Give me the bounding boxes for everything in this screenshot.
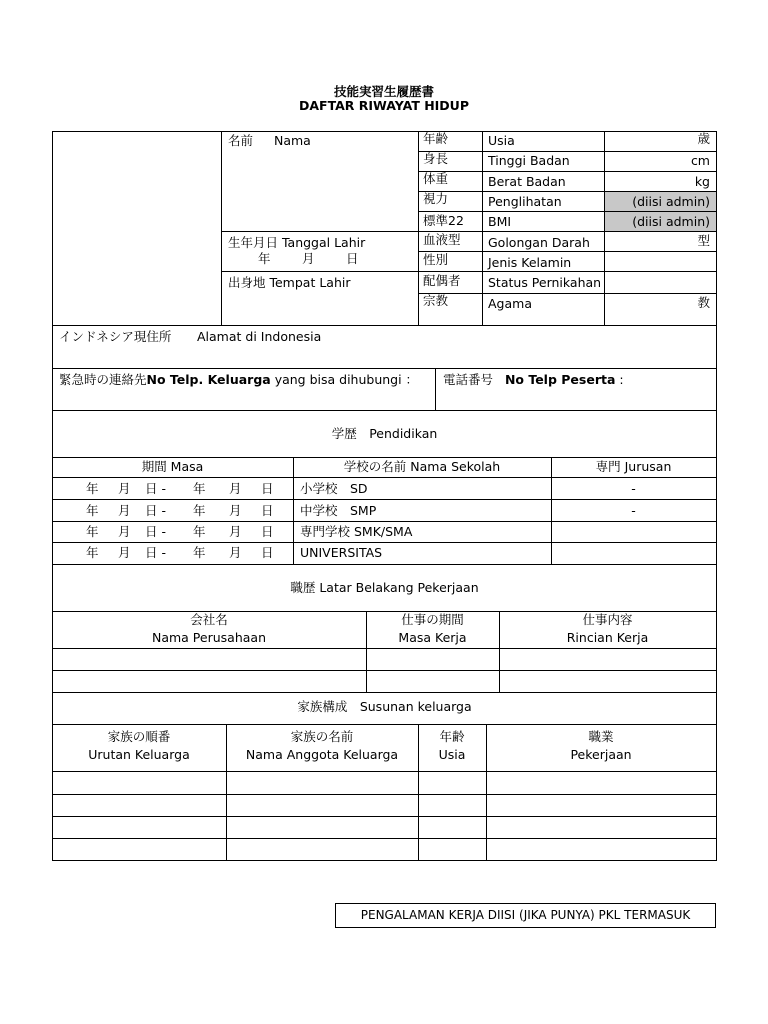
education-row	[0, 503, 768, 519]
period-end-year: 年	[193, 481, 206, 496]
family-col-job-id: Pekerjaan	[570, 747, 632, 762]
weight-label-id: Berat Badan	[488, 174, 566, 189]
period-start-day: 日 -	[145, 503, 166, 518]
phone-label-jp: 電話番号	[443, 372, 494, 387]
family-col-order-jp: 家族の順番	[107, 729, 171, 744]
period-end-day: 日	[261, 524, 274, 539]
address-label-jp: インドネシア現住所	[59, 329, 172, 344]
period-start-year: 年	[86, 503, 99, 518]
family-col-age-id: Usia	[438, 747, 466, 762]
work-col-details-jp: 仕事内容	[582, 612, 633, 627]
blood-unit: 型	[697, 233, 710, 248]
school-name: 専門学校 SMK/SMA	[300, 524, 413, 539]
religion-label-jp: 宗教	[423, 293, 449, 308]
photo-area[interactable]	[53, 132, 221, 325]
weight-unit: kg	[694, 174, 710, 189]
note-text: PENGALAMAN KERJA DIISI (JIKA PUNYA) PKL TERMASUK	[360, 908, 691, 922]
name-label-id: Nama	[274, 133, 311, 148]
period-start-month: 月	[118, 503, 131, 518]
period-start-month: 月	[118, 545, 131, 560]
dob-label: 生年月日 Tanggal Lahir	[228, 235, 366, 250]
period-start-day: 日 -	[145, 481, 166, 496]
work-row[interactable]	[53, 649, 716, 669]
bmi-admin-note: (diisi admin)	[632, 214, 710, 229]
family-heading: 家族構成 Susunan keluarga	[297, 699, 472, 714]
period-start-day: 日 -	[145, 545, 166, 560]
vision-label-id: Penglihatan	[488, 194, 562, 209]
period-start-year: 年	[86, 481, 99, 496]
name-label-jp: 名前	[228, 133, 254, 148]
education-heading: 学歴 Pendidikan	[331, 426, 438, 441]
vision-label-jp: 視力	[423, 191, 449, 206]
family-contact-bold: No Telp. Keluarga	[146, 372, 271, 387]
work-col-details-id: Rincian Kerja	[566, 630, 649, 645]
dob-month-unit: 月	[302, 251, 315, 266]
weight-label-jp: 体重	[423, 171, 449, 186]
gender-label-jp: 性別	[423, 252, 449, 267]
period-end-day: 日	[261, 503, 274, 518]
period-end-day: 日	[261, 545, 274, 560]
family-col-name-jp: 家族の名前	[290, 729, 354, 744]
religion-unit: 教	[697, 295, 710, 310]
period-end-year: 年	[193, 503, 206, 518]
work-col-company-id: Nama Perusahaan	[151, 630, 266, 645]
period-start-year: 年	[86, 524, 99, 539]
phone-colon: :	[619, 372, 624, 387]
education-col-school: 学校の名前 Nama Sekolah	[343, 459, 501, 474]
school-name: 小学校 SD	[300, 481, 368, 496]
education-row	[0, 481, 768, 497]
period-start-year: 年	[86, 545, 99, 560]
education-col-period: 期間 Masa	[141, 459, 204, 474]
address-label-id: Alamat di Indonesia	[197, 329, 322, 344]
age-unit: 歳	[697, 131, 710, 146]
period-end-year: 年	[193, 524, 206, 539]
dob-year-unit: 年	[258, 251, 271, 266]
education-col-major: 専門 Jurusan	[595, 459, 672, 474]
education-row	[0, 524, 768, 540]
family-contact-rest: yang bisa dihubungi ：	[274, 372, 419, 387]
family-row[interactable]	[53, 795, 716, 815]
family-contact-label	[59, 372, 418, 387]
pob-label: 出身地 Tempat Lahir	[228, 275, 351, 290]
religion-label-id: Agama	[488, 296, 532, 311]
school-name: 中学校 SMP	[300, 503, 377, 518]
bmi-label-id: BMI	[488, 214, 512, 229]
height-label-id: Tinggi Badan	[488, 153, 570, 168]
marital-label-jp: 配偶者	[423, 273, 461, 288]
phone-label	[443, 372, 624, 387]
period-start-month: 月	[118, 524, 131, 539]
period-end-month: 月	[229, 545, 242, 560]
marital-label-id: Status Pernikahan	[488, 275, 602, 290]
period-start-month: 月	[118, 481, 131, 496]
major: -	[631, 481, 636, 496]
work-col-period-id: Masa Kerja	[398, 630, 467, 645]
period-start-day: 日 -	[145, 524, 166, 539]
family-row[interactable]	[53, 839, 716, 860]
age-label-jp: 年齢	[423, 131, 449, 146]
family-row[interactable]	[53, 817, 716, 837]
work-heading: 職歴 Latar Belakang Pekerjaan	[290, 580, 479, 595]
education-row	[0, 545, 768, 561]
bmi-label-jp: 標準22	[423, 213, 464, 228]
work-col-period-jp: 仕事の期間	[401, 612, 464, 627]
family-col-name-id: Nama Anggota Keluarga	[245, 747, 399, 762]
title-japanese: 技能実習生履歴書	[333, 84, 434, 99]
period-end-day: 日	[261, 481, 274, 496]
gender-label-id: Jenis Kelamin	[488, 255, 572, 270]
dob-day-unit: 日	[346, 251, 359, 266]
age-label-id: Usia	[488, 133, 515, 148]
family-col-age-jp: 年齢	[439, 729, 465, 744]
work-col-company-jp: 会社名	[190, 612, 228, 627]
vision-admin-note: (diisi admin)	[632, 194, 710, 209]
period-end-month: 月	[229, 481, 242, 496]
family-row[interactable]	[53, 772, 716, 793]
work-row[interactable]	[53, 671, 716, 691]
family-col-job-jp: 職業	[588, 729, 614, 744]
title-indonesian: DAFTAR RIWAYAT HIDUP	[298, 98, 469, 113]
phone-label-bold: No Telp Peserta	[504, 372, 616, 387]
family-col-order-id: Urutan Keluarga	[88, 747, 190, 762]
blood-label-id: Golongan Darah	[488, 235, 590, 250]
family-contact-jp: 緊急時の連絡先	[59, 372, 147, 387]
school-name: UNIVERSITAS	[300, 545, 383, 560]
height-unit: cm	[690, 153, 710, 168]
height-label-jp: 身長	[423, 151, 449, 166]
period-end-month: 月	[229, 503, 242, 518]
major: -	[631, 503, 636, 518]
blood-label-jp: 血液型	[423, 232, 461, 247]
period-end-year: 年	[193, 545, 206, 560]
period-end-month: 月	[229, 524, 242, 539]
